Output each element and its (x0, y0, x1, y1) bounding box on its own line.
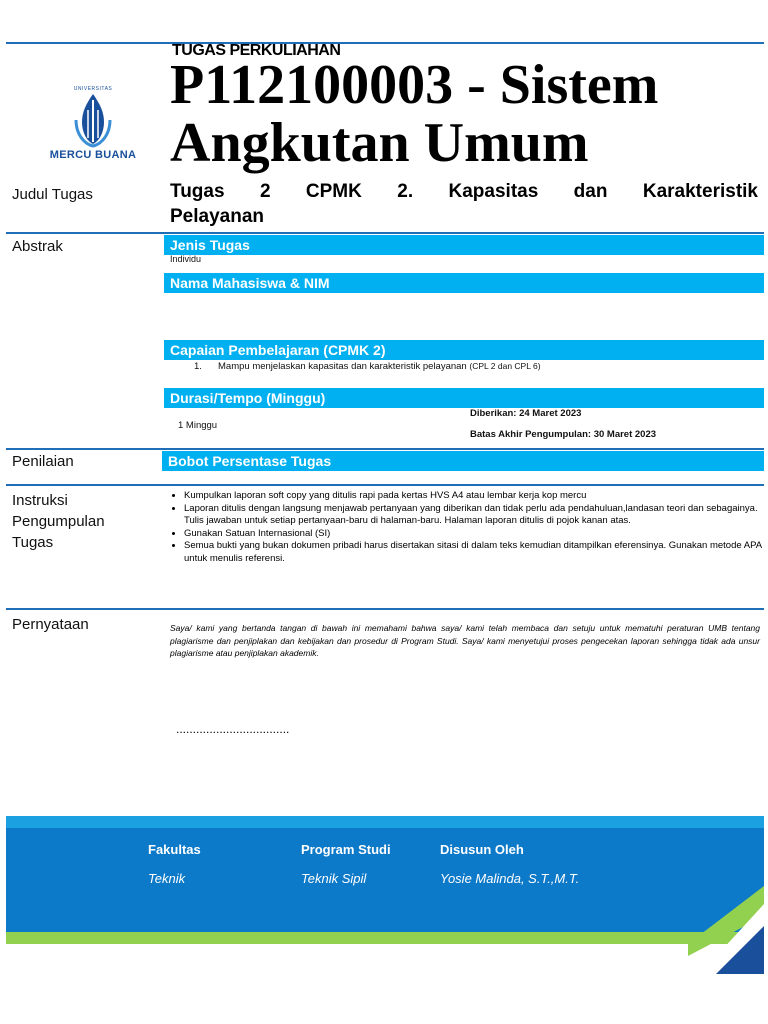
page-title: P112100003 - Sistem Angkutan Umum (170, 54, 659, 174)
label-judul-tugas: Judul Tugas (12, 186, 93, 203)
top-divider (6, 42, 764, 44)
footer-disusun-value: Yosie Malinda, S.T.,M.T. (440, 871, 580, 886)
label-penilaian: Penilaian (12, 453, 74, 470)
cpmk-item-text: Mampu menjelaskan kapasitas dan karakteristik pelayanan (218, 361, 467, 372)
cpmk-item (218, 361, 541, 372)
section-divider (6, 484, 764, 486)
footer-fakultas-value: Teknik (148, 871, 186, 886)
logo-name: MERCU BUANA (49, 149, 137, 161)
jenis-tugas-value: Individu (170, 254, 202, 264)
jenis-tugas-header: Jenis Tugas (164, 235, 764, 255)
instruksi-list (170, 490, 768, 565)
footer-accent (6, 816, 764, 828)
label-pernyataan: Pernyataan (12, 616, 89, 633)
logo-top-text: UNIVERSITAS (73, 86, 113, 92)
tanggal-diberikan: Diberikan: 24 Maret 2023 (470, 408, 582, 419)
judul-tugas-line1: Tugas 2 CPMK 2. Kapasitas dan Karakteristik (170, 181, 758, 202)
list-item: • Semua bukti yang bukan dokumen pribadi harus disertakan sitasi di dalam teks kemudian ditampilkan eferensinya. Gunakan metode APA untuk menulis referensi. (184, 540, 768, 565)
label-instruksi: Instruksi Pengumpulan Tugas (12, 492, 105, 551)
list-item: • Laporan ditulis dengan langsung menjawab pertanyaan yang diberikan dan tidak perlu ada pendahuluan,landasan teori dan sebagainya. Tulis jawaban untuk setiap pertanyaan-baru di halaman-baru. Halaman laporan ditulis di pojok kanan atas. (184, 503, 768, 528)
pernyataan-text: Saya/ kami yang bertanda tangan di bawah ini memahami bahwa saya/ kami telah membaca dan setuju untuk mematuhi peraturan UMB tentang plagiarisme dan penjiplakan dan kebijakan dan prosedur di Program Studi. Saya/ kami menyetujui proses pengecekan laporan sehingga tidak ada unsur plagiarisme atau penjiplakan akademik. (170, 623, 760, 658)
document-tag: TUGAS PERKULIAHAN (172, 42, 341, 59)
list-item: • Kumpulkan laporan soft copy yang ditulis rapi pada kertas HVS A4 atau lembar kerja kop mercu (184, 490, 768, 503)
durasi-value: 1 Minggu (178, 420, 218, 431)
nama-mahasiswa-header: Nama Mahasiswa & NIM (164, 273, 764, 293)
footer-green-strip (6, 932, 764, 944)
judul-tugas-line2: Pelayanan (170, 206, 264, 227)
footer-fakultas-label: Fakultas (148, 842, 201, 857)
footer-disusun-label: Disusun Oleh (440, 842, 524, 857)
footer-prodi-value: Teknik Sipil (301, 871, 367, 886)
footer-prodi-label: Program Studi (301, 842, 391, 857)
cpmk-cpl: (CPL 2 dan CPL 6) (469, 361, 541, 371)
footer-corner-graphic-icon (688, 886, 764, 974)
bobot-header: Bobot Persentase Tugas (162, 451, 764, 471)
cpmk-header: Capaian Pembelajaran (CPMK 2) (164, 340, 764, 360)
label-abstrak: Abstrak (12, 238, 63, 255)
section-divider (6, 448, 764, 450)
durasi-header: Durasi/Tempo (Minggu) (164, 388, 764, 408)
batas-akhir: Batas Akhir Pengumpulan: 30 Maret 2023 (470, 429, 657, 440)
footer-band (6, 816, 764, 932)
cpmk-number: 1. (194, 361, 202, 372)
signature-line: .................................. (176, 722, 290, 736)
section-divider (6, 608, 764, 610)
section-divider (6, 232, 764, 234)
list-item: • Gunakan Satuan Internasional (SI) (184, 528, 768, 541)
